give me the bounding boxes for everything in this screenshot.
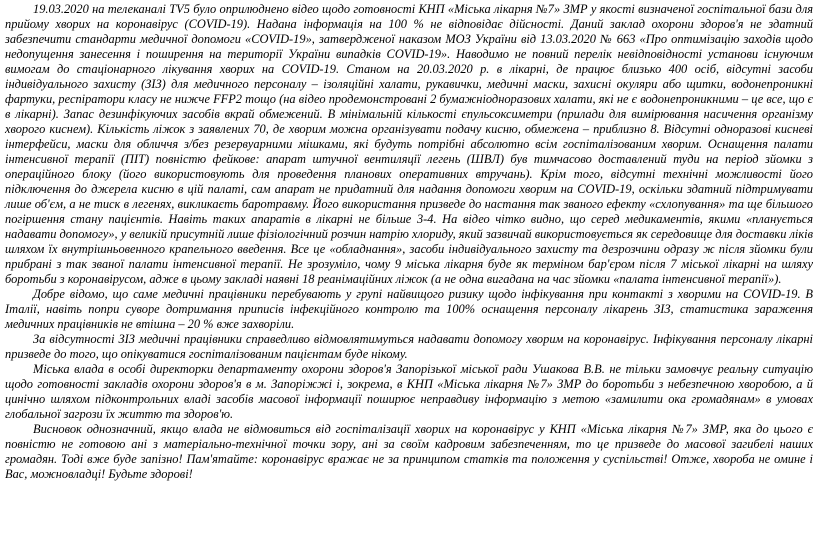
paragraph-ppe-absence: За відсутності ЗІЗ медичні працівники справедливо відмовлятимуться надавати допомогу хворим на коронавірус. Інфікування персоналу лікарні призведе до того, що опікуватися госпіталізованим пацієнтам буде нікому.: [5, 332, 813, 361]
paragraph-medical-risk: Добре відомо, що саме медичні працівники перебувають у групі найвищого ризику щодо інфікування при контакті з хворими на COVID-19. В Італії, навіть попри суворе дотримання приписів інфекційного контролю та 100% оснащення персоналу лікарень ЗІЗ, статистика зараження медичних працівників не втішна – 20 % вже захворіли.: [5, 287, 813, 331]
paragraph-conclusion: Висновок однозначний, якщо влада не відмовиться від госпіталізації хворих на коронавірус у КНП «Міська лікарня №7» ЗМР, яка до цього є повністю не готовою ані з матеріально-технічної точки зору, ані за своїм кадровим забезпеченням, то це призведе до масової загибелі наших громадян. Тоді вже буде запізно! Пам'ятайте: коронавірус вражає не за принципом статків та положення у суспільстві! Отже, хвороба не омине і Вас, можновладці! Будьте здорові!: [5, 422, 813, 481]
document-body: [5, 2, 813, 538]
paragraph-video-report: 19.03.2020 на телеканалі TV5 було оприлюднено відео щодо готовності КНП «Міська лікарня №7» ЗМР у якості визначеної госпітальної бази для прийому хворих на коронавірус (COVID-19). Надана інформація на 100 % не відповідає дійсності. Даний заклад охорони здоров'я не здатний забезпечити стандарти медичної допомоги «COVID-19», затвердженої наказом МОЗ України від 13.03.2020 № 663 «Про оптимізацію заходів щодо недопущення занесення і поширення на території України випадків COVID-19». Наводимо не повний перелік невідповідності установи існуючим вимогам до стаціонарного лікування хворих на COVID-19. Станом на 20.03.2020 р. в лікарні, де працює близько 400 осіб, відсутні засоби індивідуального захисту (ЗІЗ) для медичного персоналу – ізоляційні халати, рукавички, медичні маски, захисні окуляри або щитки, водонепроникні фартуки, респіратори класу не нижче FFP2 тощо (на відео продемонстровані 2 бумажніодноразових халати, які не є водонепроникними – це все, що є в лікарні). Запас дезинфікуючих засобів вкрай обмежений. В мінімальній кількості єпульсоксиметри (прилади для вимірювання насичення організму хворого киснем). Кількість ліжок з заявлених 70, де хворим можна організувати подачу кисню, обмежена – приблизно 8. Відсутні одноразові кисневі інтерфейси, маски для обличчя з/без резервуарними мішками, які будуть потрібні абсолютно всім госпіталізованим хворим. Оснащення палати інтенсивної терапії (ПІТ) повністю фейкове: апарат штучної вентиляції легень (ШВЛ) був тимчасово доставлений туди на період зйомки з операційного блоку (його використовують для проведення планових оперативних втручань). Крім того, відсутні технічні можливості його підключення до джерела кисню в цій палаті, сам апарат не придатний для надання допомоги хворим на COVID-19, оскільки здатний підтримувати лише об'єм, а не тиск в легенях, викликаєть баротравму. Його використання призведе до настання так званого ефекту «схлопування» та ще більшого погіршення стану пацієнтів. Навіть таких апаратів в лікарні не більше 3-4. На відео чітко видно, що серед медикаментів, якими «планується надавати допомогу», у великій присутній лише фізіологічний розчин натрію хлориду, який зазвичай використовується як середовище для доставки ліків шляхом їх внутрішньовенного крапельного введення. Все це «обладнання», засоби індивідуального захисту та дезрозчини одразу ж після зйомки були прибрані з так званої палати інтенсивної терапії. Не зрозуміло, чому 9 міська лікарня буде як терміном бар'єром після 7 міської лікарні на шляху боротьби з коронавірусом, адже в цьому закладі наявні 18 реанімаційних ліжок (а не одна вигадана на час зйомки «палата інтенсивної терапії»).: [5, 2, 813, 286]
paragraph-city-authority: Міська влада в особі директорки департаменту охорони здоров'я Запорізької міської ради Ушакова В.В. не тільки замовчує реальну ситуацію щодо готовності закладів охорони здоров'я в м. Запоріжжі і, зокрема, в КНП «Міська лікарня №7» ЗМР до боротьби з небезпечною хворобою, а й цинічно шляхом підконтрольних владі засобів масової інформації поширює неправдиву інформацію з метою «замилити ока громадянам» в умовах глобальної загрози їх життю та здоров'ю.: [5, 362, 813, 421]
